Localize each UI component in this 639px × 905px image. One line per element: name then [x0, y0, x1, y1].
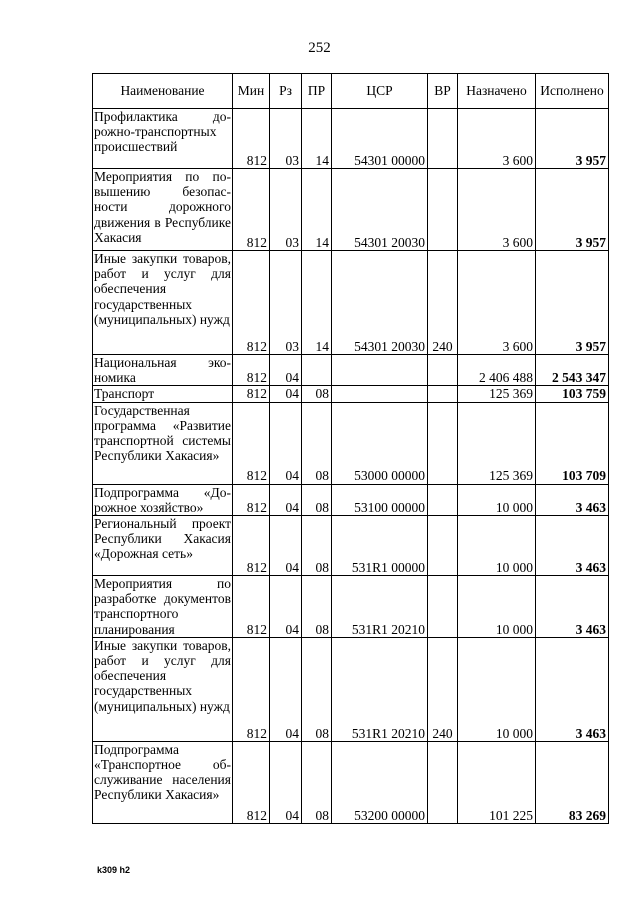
cell-pr: 08 — [302, 484, 332, 515]
cell-csr — [332, 386, 428, 402]
cell-assigned: 125 369 — [458, 386, 536, 402]
cell-csr: 531R1 20210 — [332, 637, 428, 741]
cell-assigned: 3 600 — [458, 109, 536, 169]
cell-csr: 54301 20030 — [332, 169, 428, 251]
table-row — [93, 386, 609, 402]
cell-rz: 04 — [270, 741, 302, 823]
cell-name: Иные закупки товаров, работ и услуг для обеспечения государственных (муниципальных) нужд — [93, 251, 233, 355]
cell-executed: 83 269 — [536, 741, 609, 823]
cell-min: 812 — [233, 169, 270, 251]
cell-executed: 3 463 — [536, 637, 609, 741]
cell-assigned: 101 225 — [458, 741, 536, 823]
cell-vr: 240 — [428, 637, 458, 741]
cell-executed: 103 709 — [536, 402, 609, 484]
cell-vr — [428, 576, 458, 638]
cell-rz: 04 — [270, 516, 302, 576]
cell-name: Иные закупки товаров, работ и услуг для обеспечения государственных (муниципальных) нужд — [93, 637, 233, 741]
cell-vr — [428, 516, 458, 576]
cell-assigned: 10 000 — [458, 576, 536, 638]
cell-rz: 04 — [270, 355, 302, 386]
cell-pr: 08 — [302, 386, 332, 402]
cell-pr: 14 — [302, 169, 332, 251]
header-vr: ВР — [428, 74, 458, 109]
table-header-row — [93, 74, 609, 109]
cell-pr: 14 — [302, 251, 332, 355]
cell-executed: 3 957 — [536, 109, 609, 169]
footer-code: k309 h2 — [97, 865, 131, 875]
cell-vr — [428, 386, 458, 402]
cell-min: 812 — [233, 355, 270, 386]
cell-name: Профилактика дорожно-транспортных происшествий — [93, 109, 233, 169]
header-csr: ЦСР — [332, 74, 428, 109]
cell-name: Подпрограмма «Дорожное хозяйство» — [94, 484, 231, 515]
cell-min: 812 — [233, 576, 270, 638]
table-row — [93, 402, 609, 484]
budget-table — [92, 73, 609, 824]
cell-assigned: 10 000 — [458, 516, 536, 576]
table-row — [93, 484, 609, 515]
table-row — [93, 576, 609, 638]
cell-pr: 14 — [302, 109, 332, 169]
cell-executed: 3 463 — [536, 484, 609, 515]
table-row — [93, 741, 609, 823]
cell-rz: 04 — [270, 484, 302, 515]
cell-min: 812 — [233, 402, 270, 484]
cell-csr: 53200 00000 — [332, 741, 428, 823]
cell-pr: 08 — [302, 516, 332, 576]
cell-min: 812 — [233, 386, 270, 402]
cell-rz: 04 — [270, 637, 302, 741]
table-row — [93, 516, 609, 576]
cell-pr: 08 — [302, 402, 332, 484]
cell-pr: 08 — [302, 576, 332, 638]
cell-assigned: 3 600 — [458, 169, 536, 251]
cell-vr — [428, 169, 458, 251]
cell-pr: 08 — [302, 741, 332, 823]
header-assigned: Назначено — [458, 74, 536, 109]
cell-min: 812 — [233, 516, 270, 576]
cell-csr: 53100 00000 — [332, 484, 428, 515]
table-row — [93, 109, 609, 169]
cell-assigned: 2 406 488 — [458, 355, 536, 386]
header-name: Наименование — [93, 74, 233, 109]
cell-assigned: 125 369 — [458, 402, 536, 484]
cell-rz: 04 — [270, 576, 302, 638]
header-min: Мин — [233, 74, 270, 109]
cell-executed: 3 463 — [536, 576, 609, 638]
cell-assigned: 10 000 — [458, 637, 536, 741]
cell-csr: 531R1 00000 — [332, 516, 428, 576]
cell-executed: 3 463 — [536, 516, 609, 576]
cell-executed: 2 543 347 — [536, 355, 609, 386]
cell-min: 812 — [233, 109, 270, 169]
cell-rz: 03 — [270, 109, 302, 169]
cell-csr: 53000 00000 — [332, 402, 428, 484]
cell-name: Подпрограмма «Транспортное обслуживание населения Республики Хакасия» — [93, 741, 233, 823]
header-executed: Исполнено — [536, 74, 609, 109]
cell-vr — [428, 741, 458, 823]
cell-name: Мероприятия по повышению безопасности дорожного движения в Республике Хакасия — [93, 169, 233, 251]
cell-name: Транспорт — [93, 386, 233, 402]
cell-vr — [428, 109, 458, 169]
cell-name: Мероприятия по разработке документов транспортного планирования — [94, 576, 231, 637]
cell-vr — [428, 355, 458, 386]
cell-vr: 240 — [428, 251, 458, 355]
cell-rz: 03 — [270, 251, 302, 355]
cell-min: 812 — [233, 741, 270, 823]
cell-assigned: 10 000 — [458, 484, 536, 515]
table-row — [93, 637, 609, 741]
page-number: 252 — [308, 40, 331, 56]
table-row — [93, 169, 609, 251]
table-row — [93, 251, 609, 355]
cell-min: 812 — [233, 637, 270, 741]
cell-executed: 3 957 — [536, 251, 609, 355]
cell-csr: 531R1 20210 — [332, 576, 428, 638]
cell-vr — [428, 402, 458, 484]
cell-rz: 04 — [270, 386, 302, 402]
cell-name: Национальная экономика — [94, 355, 231, 386]
table-body — [93, 109, 609, 824]
cell-csr: 54301 20030 — [332, 251, 428, 355]
cell-executed: 3 957 — [536, 169, 609, 251]
header-pr: ПР — [302, 74, 332, 109]
cell-name: Региональный проект Республики Хакасия «Дорожная сеть» — [93, 516, 233, 576]
cell-csr — [332, 355, 428, 386]
cell-name: Государственная программа «Развитие транспортной системы Республики Хакасия» — [93, 402, 233, 484]
cell-pr — [302, 355, 332, 386]
cell-pr: 08 — [302, 637, 332, 741]
cell-rz: 03 — [270, 169, 302, 251]
cell-min: 812 — [233, 251, 270, 355]
cell-assigned: 3 600 — [458, 251, 536, 355]
table-row — [93, 355, 609, 386]
cell-rz: 04 — [270, 402, 302, 484]
cell-vr — [428, 484, 458, 515]
header-rz: Рз — [270, 74, 302, 109]
cell-csr: 54301 00000 — [332, 109, 428, 169]
cell-min: 812 — [233, 484, 270, 515]
cell-executed: 103 759 — [536, 386, 609, 402]
